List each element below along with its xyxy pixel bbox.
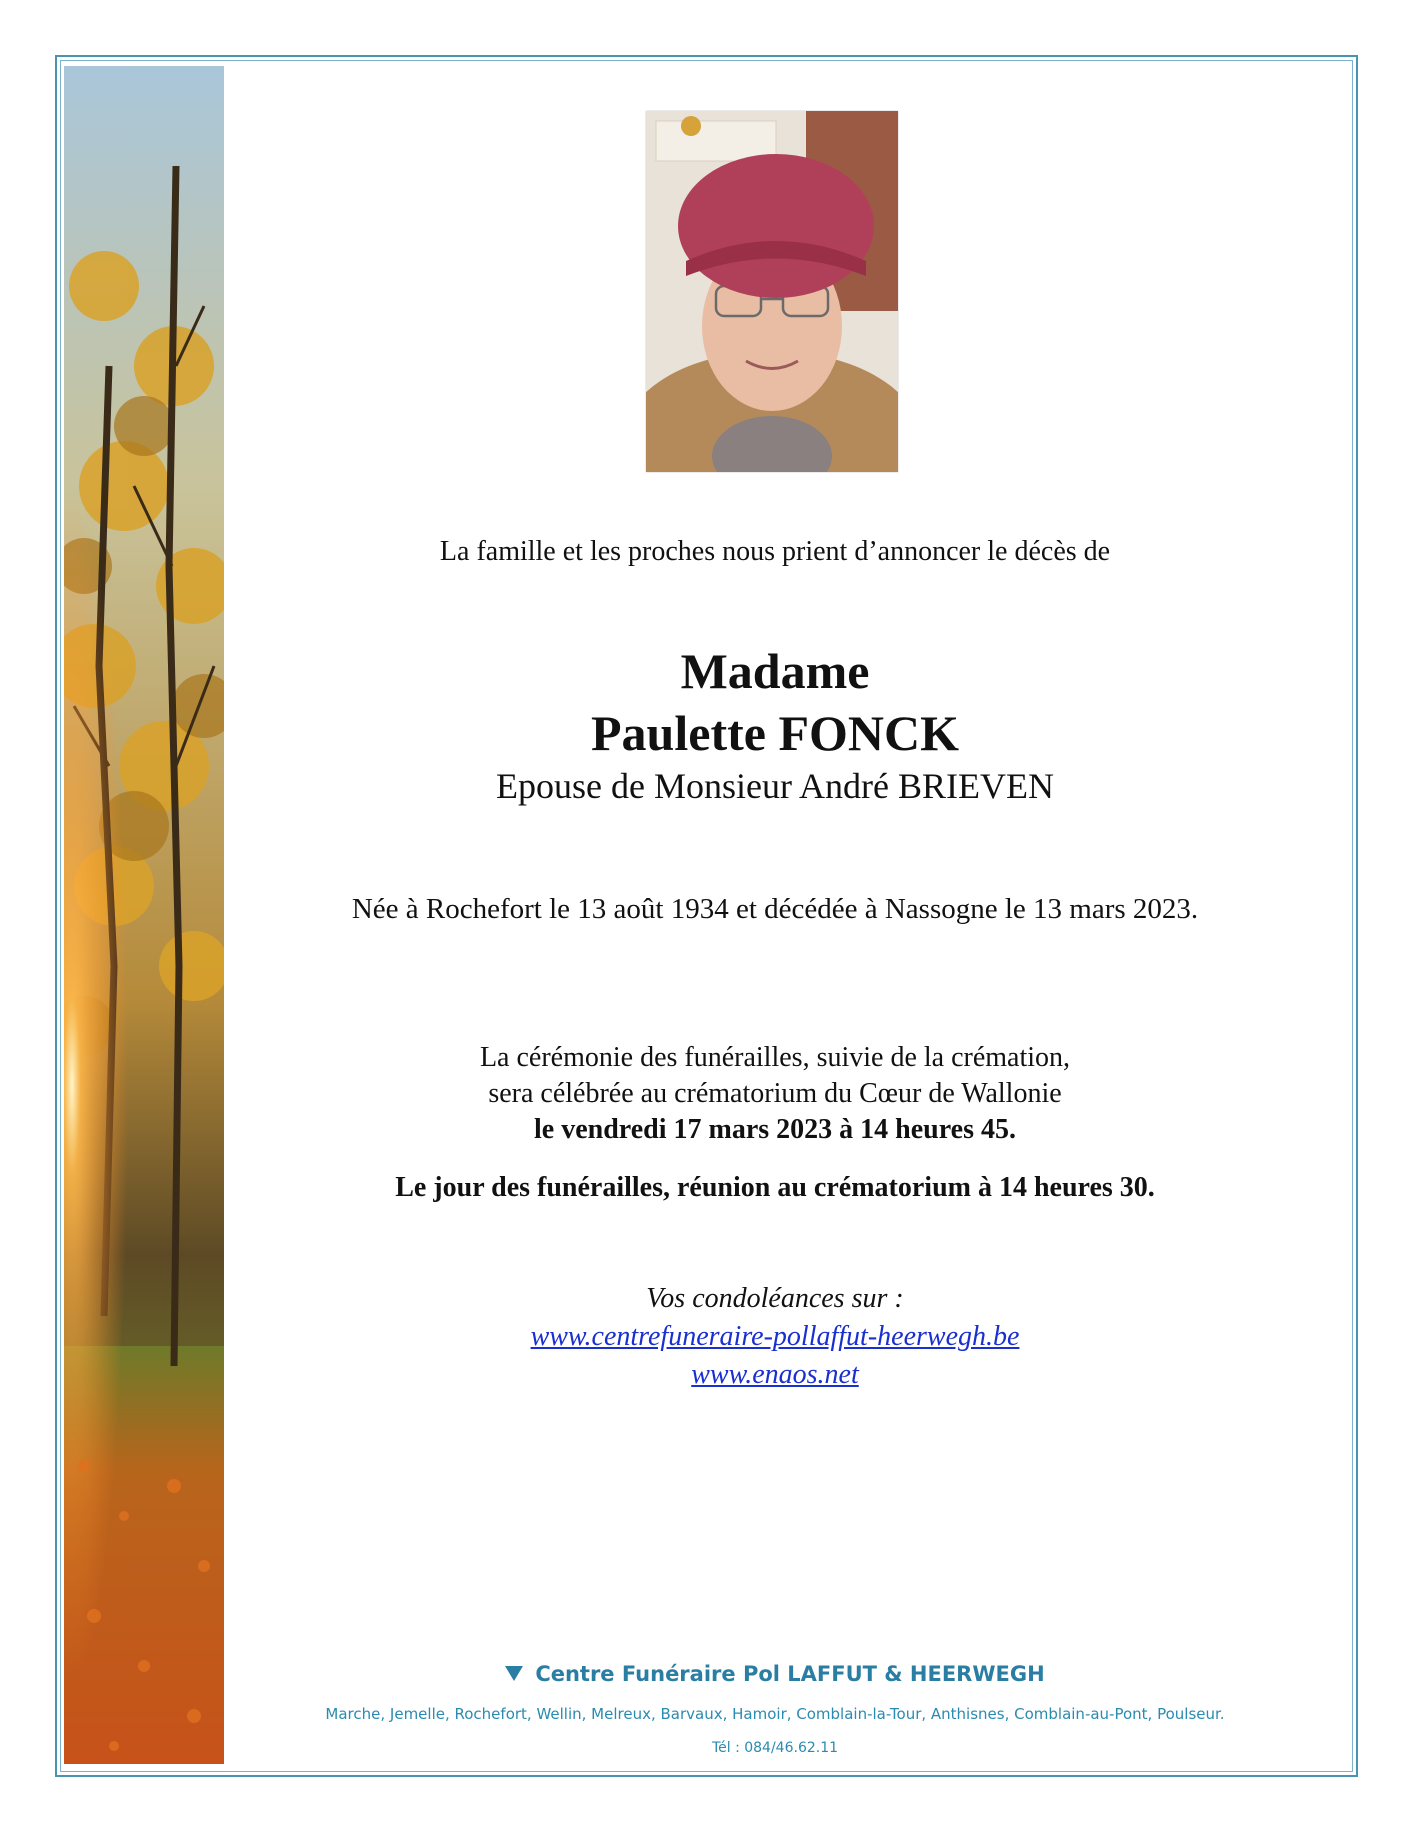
footer-places: Marche, Jemelle, Rochefort, Wellin, Melreux, Barvaux, Hamoir, Comblain-la-Tour, Anthisnes, Comblain-au-Pont, Poulseur. <box>325 1705 1225 1723</box>
deceased-name-block <box>230 640 1320 764</box>
condolences-link-enaos[interactable]: www.enaos.net <box>691 1359 859 1390</box>
ceremony-details <box>230 1040 1320 1148</box>
announcement-text: La famille et les proches nous prient d’annoncer le décès de <box>439 536 1111 567</box>
condolences-block <box>230 1280 1320 1394</box>
portrait-photo <box>646 111 898 472</box>
ceremony-line-1: La cérémonie des funérailles, suivie de la crémation, <box>479 1042 1071 1073</box>
deceased-name: Paulette FONCK <box>591 705 959 761</box>
footer-company-name: Centre Funéraire Pol LAFFUT & HEERWEGH <box>535 1662 1045 1686</box>
condolences-link-funeral-center[interactable]: www.centrefuneraire-pollaffut-heerwegh.be <box>530 1321 1020 1352</box>
ceremony-line-2: sera célébrée au crématorium du Cœur de Wallonie <box>488 1078 1062 1109</box>
birth-death-dates: Née à Rochefort le 13 août 1934 et décédée à Nassogne le 13 mars 2023. <box>351 893 1199 925</box>
autumn-forest-image <box>64 66 224 1764</box>
footer-company <box>230 1662 1320 1686</box>
gathering-text: Le jour des funérailles, réunion au crématorium à 14 heures 30. <box>395 1172 1155 1203</box>
condolences-label: Vos condoléances sur : <box>646 1283 904 1314</box>
ceremony-date: le vendredi 17 mars 2023 à 14 heures 45. <box>534 1114 1016 1145</box>
footer-phone: Tél : 084/46.62.11 <box>711 1740 839 1756</box>
triangle-down-icon <box>505 1666 523 1681</box>
deceased-title: Madame <box>680 643 870 699</box>
spouse-text: Epouse de Monsieur André BRIEVEN <box>496 766 1054 806</box>
